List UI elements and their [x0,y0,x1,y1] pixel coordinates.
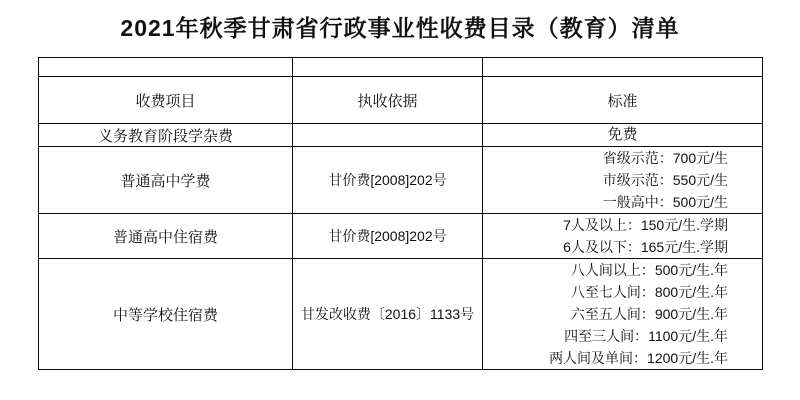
column-header-basis: 执收依据 [293,77,483,124]
table-spacer-row [39,58,763,77]
cell-item: 义务教育阶段学杂费 [39,124,293,147]
cell-basis: 甘价费[2008]202号 [293,147,483,214]
cell-item: 普通高中住宿费 [39,214,293,259]
table-row [39,214,763,259]
standard-line: 四至三人间：1100元/生.年 [564,328,728,344]
spacer-cell-3 [483,58,763,77]
page-title: 2021年秋季甘肃省行政事业性收费目录（教育）清单 [120,15,680,41]
cell-basis: 甘发改收费〔2016〕1133号 [293,259,483,370]
cell-standard [483,147,763,214]
cell-item: 普通高中学费 [39,147,293,214]
fee-table [38,57,763,370]
cell-standard [483,214,763,259]
fee-table-body [39,58,763,370]
standard-line: 六至五人间：900元/生.年 [570,306,728,322]
standard-line-list [483,259,762,369]
column-header-item: 收费项目 [39,77,293,124]
table-row [39,124,763,147]
standard-line: 八至七人间：800元/生.年 [570,284,728,300]
column-header-standard: 标准 [483,77,763,124]
table-row [39,147,763,214]
standard-line: 省级示范：700元/生 [602,150,728,166]
standard-line-list [483,147,762,213]
cell-basis [293,124,483,147]
cell-item: 中等学校住宿费 [39,259,293,370]
standard-line: 6人及以下：165元/生.学期 [563,239,728,255]
standard-line-list [483,214,762,258]
standard-line: 八人间以上：500元/生.年 [570,262,728,278]
spacer-cell-1 [39,58,293,77]
table-header-row [39,77,763,124]
standard-line: 市级示范：550元/生 [602,172,728,188]
fee-table-container [38,57,762,370]
cell-standard [483,124,763,147]
cell-standard [483,259,763,370]
standard-line: 一般高中：500元/生 [602,194,728,210]
cell-basis: 甘价费[2008]202号 [293,214,483,259]
standard-line: 免费 [607,126,638,143]
table-row [39,259,763,370]
spacer-cell-2 [293,58,483,77]
standard-line: 7人及以上：150元/生.学期 [563,217,728,233]
standard-line: 两人间及单间：1200元/生.年 [549,350,728,366]
